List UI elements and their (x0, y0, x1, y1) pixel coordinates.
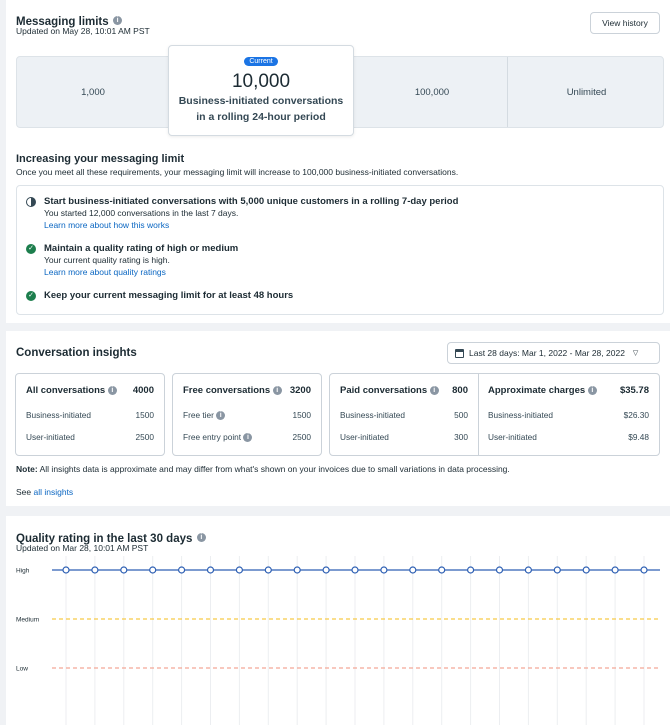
info-icon[interactable]: i (588, 386, 597, 395)
row-label: Free entry point (183, 432, 242, 442)
insights-panel-free (172, 373, 322, 456)
tier-unlimited: Unlimited (566, 86, 607, 98)
see-all-insights: See all insights (16, 487, 74, 497)
row-value: 2500 (135, 432, 154, 442)
row-value: 1500 (292, 410, 311, 420)
tier-100000: 100,000 (414, 86, 450, 98)
requirement-2 (26, 243, 646, 278)
requirement-title: Maintain a quality rating of high or medium (44, 243, 239, 254)
current-badge: Current (244, 57, 277, 66)
panel-title: All conversations (26, 385, 106, 396)
row-label: Business-initiated (340, 410, 406, 420)
current-limit-card (168, 45, 354, 136)
y-tick-label: Medium (16, 616, 40, 624)
row-value: 500 (454, 410, 468, 420)
partial-progress-icon (26, 197, 36, 207)
requirements-box (16, 185, 664, 315)
date-range-picker[interactable] (447, 342, 660, 364)
requirement-title: Start business-initiated conversations with 5,000 unique customers in a rolling 7-day period (44, 196, 459, 207)
insights-panel-all (15, 373, 165, 456)
requirement-title: Keep your current messaging limit for at least 48 hours (44, 290, 294, 301)
info-icon[interactable]: i (108, 386, 117, 395)
messaging-limits-title: Messaging limits i (16, 12, 122, 30)
row-label: User-initiated (26, 432, 75, 442)
info-icon[interactable]: i (113, 16, 122, 25)
learn-more-link[interactable]: Learn more about how this works (44, 220, 170, 230)
info-icon[interactable]: i (430, 386, 439, 395)
requirement-detail: Your current quality rating is high. (44, 255, 170, 265)
quality-updated: Updated on Mar 28, 10:01 AM PST (16, 543, 149, 553)
quality-title: Quality rating in the last 30 days i (16, 529, 206, 547)
row-value: $26.30 (623, 410, 649, 420)
current-limit-value: 10,000 (231, 71, 291, 92)
learn-more-link[interactable]: Learn more about quality ratings (44, 267, 166, 277)
calendar-icon (455, 349, 464, 358)
panel-total: 4000 (132, 385, 154, 396)
current-limit-desc-2: in a rolling 24-hour period (196, 111, 326, 123)
insights-note: Note: All insights data is approximate and may differ from what's shown on your invoices due to small variations in data processing. (16, 464, 510, 474)
quality-rating-card (6, 516, 670, 725)
panel-total: $35.78 (619, 385, 649, 396)
increase-subtitle: Once you meet all these requirements, your messaging limit will increase to 100,000 business-initiated conversations. (16, 167, 459, 177)
info-icon[interactable]: i (197, 533, 206, 542)
increase-title: Increasing your messaging limit (16, 153, 185, 165)
limits-updated: Updated on May 28, 10:01 AM PST (16, 26, 150, 36)
info-icon[interactable]: i (243, 433, 252, 442)
row-value: 300 (454, 432, 468, 442)
panel-total: 800 (452, 385, 468, 396)
row-label: Business-initiated (488, 410, 554, 420)
panel-total: 3200 (289, 385, 311, 396)
insights-panel-paid-charges (329, 373, 660, 456)
requirement-detail: You started 12,000 conversations in the last 7 days. (44, 208, 239, 218)
y-tick-label: Low (16, 665, 28, 673)
row-label: User-initiated (488, 432, 537, 442)
check-circle-icon: ✓ (26, 291, 36, 301)
panel-title: Paid conversations (340, 385, 428, 396)
insights-title: Conversation insights (16, 347, 137, 359)
chevron-down-icon: ▽ (632, 350, 639, 357)
current-limit-desc-1: Business-initiated conversations (178, 95, 344, 107)
all-insights-link[interactable]: all insights (33, 487, 74, 497)
row-value: 1500 (135, 410, 154, 420)
row-value: 2500 (292, 432, 311, 442)
info-icon[interactable]: i (273, 386, 282, 395)
requirement-3 (26, 290, 646, 301)
panel-title: Approximate charges (488, 385, 586, 396)
panel-title: Free conversations (183, 385, 271, 396)
y-tick-label: High (16, 567, 30, 575)
check-circle-icon: ✓ (26, 244, 36, 254)
row-label: Free tier (183, 410, 214, 420)
requirement-1 (26, 196, 646, 231)
row-label: Business-initiated (26, 410, 92, 420)
row-label: User-initiated (340, 432, 389, 442)
view-history-button[interactable]: View history (590, 12, 660, 34)
tier-1000: 1,000 (81, 86, 105, 98)
date-range-label: Last 28 days: Mar 1, 2022 - Mar 28, 2022 (469, 348, 625, 358)
divider (478, 374, 479, 455)
row-value: $9.48 (628, 432, 649, 442)
info-icon[interactable]: i (216, 411, 225, 420)
